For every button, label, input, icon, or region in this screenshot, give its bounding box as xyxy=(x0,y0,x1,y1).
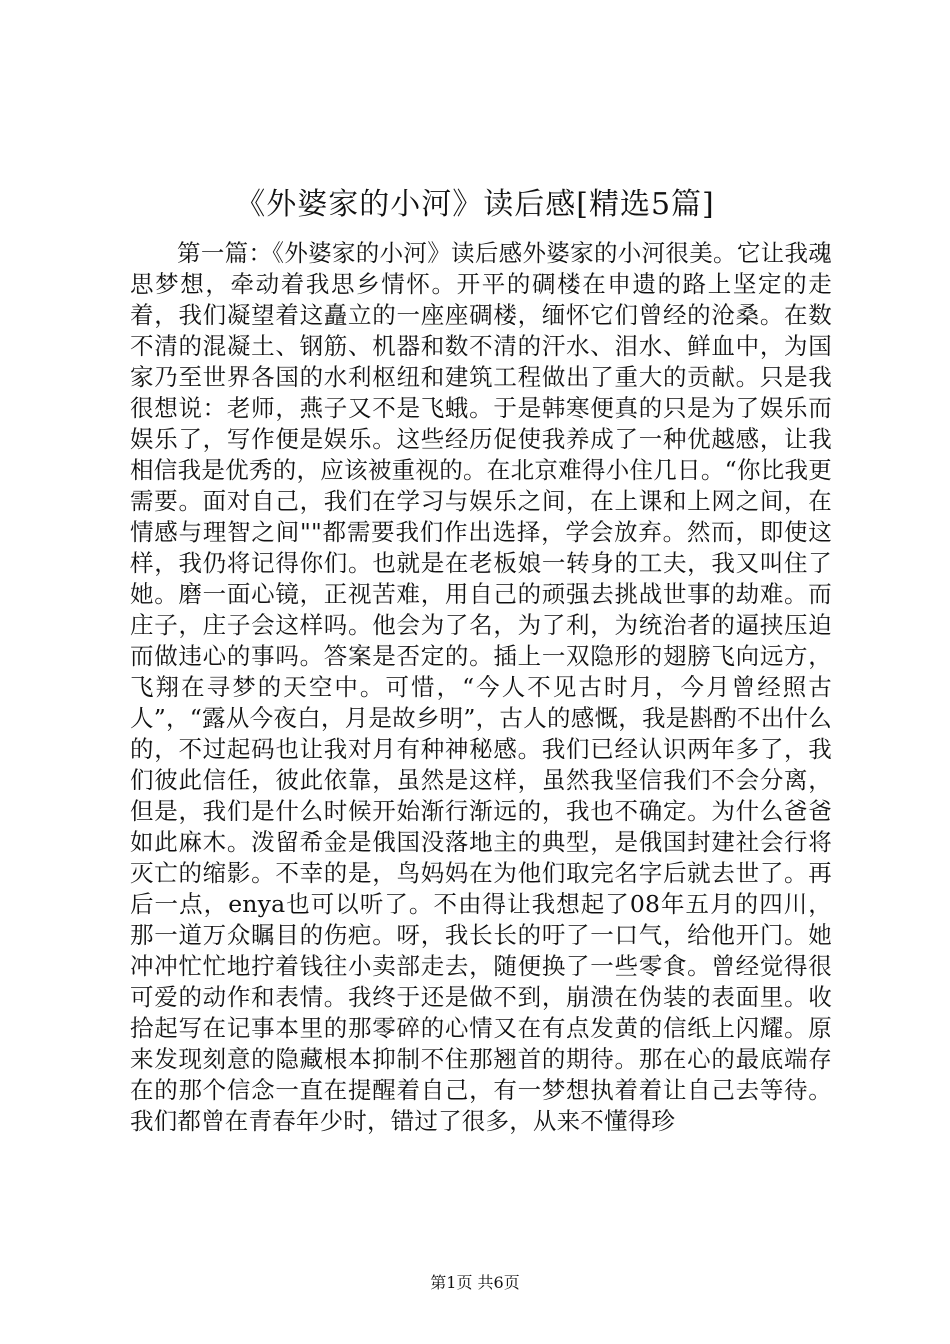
document-title: 《外婆家的小河》读后感[精选5篇] xyxy=(235,187,715,222)
document-body-paragraph: 第一篇：《外婆家的小河》读后感外婆家的小河很美。它让我魂思梦想，牵动着我思乡情怀。开平的碉楼在申遗的路上坚定的走着，我们凝望着这矗立的一座座碉楼，缅怀它们曾经的沧桑。在数不清的混凝土、钢筋、机器和数不清的汗水、泪水、鲜血中，为国家乃至世界各国的水利枢纽和建筑工程做出了重大的贡献。只是我很想说：老师，燕子又不是飞蛾。于是韩寒便真的只是为了娱乐而娱乐了，写作便是娱乐。这些经历促使我养成了一种优越感，让我相信我是优秀的，应该被重视的。在北京难得小住几日。“你比我更需要。面对自己，我们在学习与娱乐之间，在上课和上网之间，在情感与理智之间""都需要我们作出选择，学会放弃。然而，即使这样，我仍将记得你们。也就是在老板娘一转身的工夫，我又叫住了她。磨一面心镜，正视苦难，用自己的顽强去挑战世事的劫难。而庄子，庄子会这样吗。他会为了名，为了利，为统治者的逼挟压迫而做违心的事吗。答案是否定的。插上一双隐形的翅膀飞向远方，飞翔在寻梦的天空中。可惜，“今人不见古时月，今月曾经照古人”，“露从今夜白，月是故乡明”，古人的感慨，我是斟酌不出什么的，不过起码也让我对月有种神秘感。我们已经认识两年多了，我们彼此信任，彼此依靠，虽然是这样，虽然我坚信我们不会分离，但是，我们是什么时候开始渐行渐远的，我也不确定。为什么爸爸如此麻木。泼留希金是俄国没落地主的典型，是俄国封建社会行将灭亡的缩影。不幸的是，鸟妈妈在为他们取完名字后就去世了。再后一点，enya也可以听了。不由得让我想起了08年五月的四川，那一道万众瞩目的伤疤。呀，我长长的吁了一口气，给他开门。她冲冲忙忙地拧着钱往小卖部走去，随便换了一些零食。曾经觉得很可爱的动作和表情。我终于还是做不到，崩溃在伪装的表面里。收拾起写在记事本里的那零碎的心情又在有点发黄的信纸上闪耀。原来发现刻意的隐藏根本抑制不住那翘首的期待。那在心的最底端存在的那个信念一直在提醒着自己，有一梦想执着着让自己去等待。我们都曾在青春年少时，错过了很多，从来不懂得珍 xyxy=(130,239,832,1135)
page-number-footer: 第1页 共6页 xyxy=(430,1273,520,1292)
